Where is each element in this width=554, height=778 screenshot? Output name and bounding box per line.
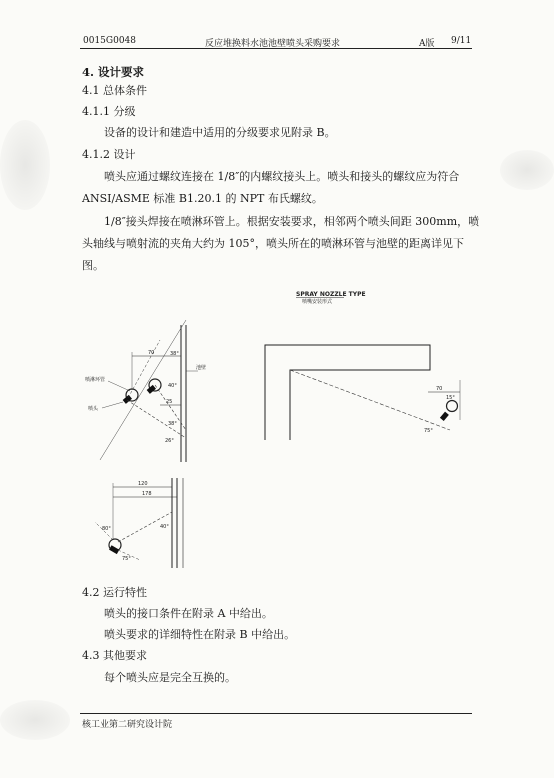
- section-4-1-2-heading: 4.1.2 设计: [82, 148, 136, 161]
- paragraph-design-2-line-1: 1/8″接头焊接在喷淋环管上。根据安装要求，相邻两个喷头间距 300mm，喷: [104, 215, 480, 228]
- section-4-2-heading: 4.2 运行特性: [82, 586, 147, 599]
- nozzle-icon: [147, 385, 156, 394]
- spray-ring-pipe-icon: [447, 401, 458, 412]
- figure-3-dimension-outer: 120: [138, 481, 148, 487]
- nozzle-icon: [440, 412, 449, 421]
- footer-organization: 核工业第二研究设计院: [82, 720, 173, 730]
- figure-title: SPRAY NOZZLE TYPE: [296, 291, 366, 298]
- figure-3-angle-a: 80°: [102, 526, 111, 532]
- figure-3-angle-b: 40°: [160, 524, 169, 530]
- section-4-heading: 4. 设计要求: [82, 65, 145, 79]
- paragraph-grading: 设备的设计和建造中适用的分级要求见附录 B。: [104, 126, 336, 139]
- figure-2-dimension: 70: [436, 386, 443, 392]
- figure-2-overhang-wall: [265, 345, 460, 440]
- figure-1-dimension-middle: 25: [166, 399, 173, 405]
- figure-3-dimension-inner: 178: [142, 491, 152, 497]
- figure-1-inclined-wall: [85, 320, 206, 462]
- nozzle-icon: [123, 395, 132, 404]
- paragraph-other-requirements: 每个喷头应是完全互换的。: [104, 671, 236, 684]
- figure-1-dimension-top: 70: [148, 350, 155, 356]
- header-title: 反应堆换料水池池壁喷头采购要求: [205, 39, 341, 49]
- figure-2-angle-b: 75°: [424, 428, 433, 434]
- figure-1-label-nozzle: 喷头: [88, 406, 99, 412]
- paragraph-design-1-line-2: ANSI/ASME 标准 B1.20.1 的 NPT 布氏螺纹。: [82, 192, 323, 205]
- paragraph-design-2-line-2: 头轴线与喷射流的夹角大约为 105°，喷头所在的喷淋环管与池壁的距离详见下: [82, 237, 464, 250]
- section-4-1-1-heading: 4.1.1 分级: [82, 105, 136, 118]
- footer-rule: [80, 713, 472, 714]
- figure-1-angle-right: 26°: [165, 438, 174, 444]
- paragraph-design-2-line-3: 图。: [82, 259, 104, 272]
- figure-subtitle: 喷嘴安装形式: [302, 299, 333, 305]
- figure-3-angle-c: 75°: [122, 556, 131, 562]
- paragraph-operation-1: 喷头的接口条件在附录 A 中给出。: [104, 607, 273, 620]
- figure-1-label-pool-wall: 池壁: [196, 365, 207, 371]
- figure-1-angle-middle: 40°: [168, 383, 177, 389]
- section-4-1-heading: 4.1 总体条件: [82, 84, 147, 97]
- nozzle-icon: [109, 545, 119, 554]
- figure-1-angle-low: 38°: [168, 421, 177, 427]
- header-doc-number: 0015G0048: [83, 36, 136, 46]
- figure-1-angle-top: 38°: [170, 351, 179, 357]
- section-4-3-heading: 4.3 其他要求: [82, 649, 147, 662]
- header-version: A版: [419, 39, 435, 49]
- paragraph-operation-2: 喷头要求的详细特性在附录 B 中给出。: [104, 628, 296, 641]
- header-page-number: 9/11: [451, 36, 472, 46]
- paragraph-design-1-line-1: 喷头应通过螺纹连接在 1/8″的内螺纹接头上。喷头和接头的螺纹应为符合: [104, 170, 460, 183]
- figure-3-vertical-wall: [95, 478, 183, 568]
- figure-1-label-ring-pipe: 喷淋环管: [85, 377, 106, 383]
- figure-2-angle-a: 15°: [446, 395, 455, 401]
